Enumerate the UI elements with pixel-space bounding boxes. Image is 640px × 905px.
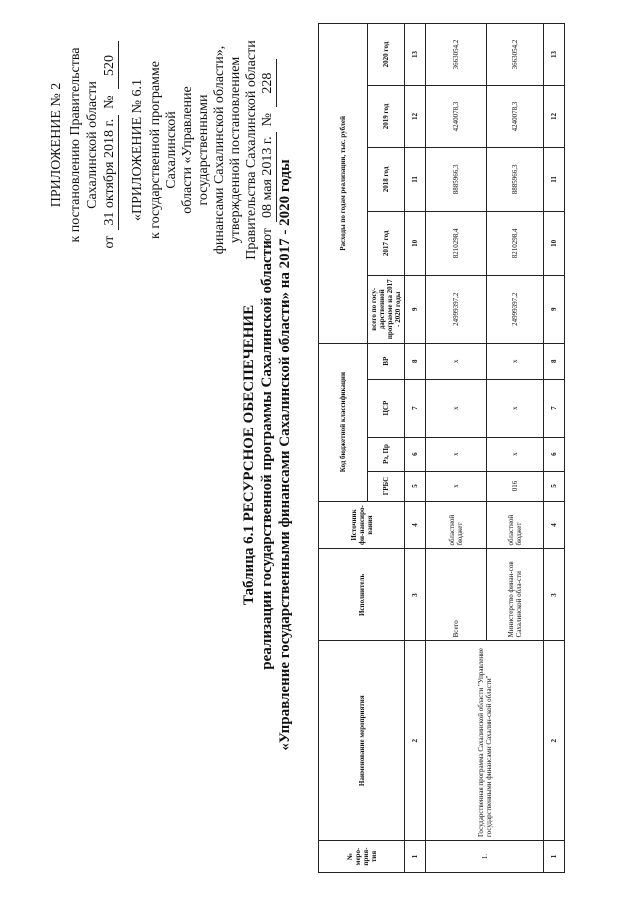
- col-number: 12: [405, 86, 426, 148]
- appendix-line1: к постановлению Правительства: [68, 47, 83, 243]
- col-number: 2: [405, 641, 426, 841]
- prev-appendix-title: «ПРИЛОЖЕНИЕ № 6.1: [130, 79, 145, 221]
- prev-appendix-line: Правительства Сахалинской области: [244, 40, 259, 260]
- col-number: 9: [544, 275, 565, 343]
- appendix-date-prefix: от: [102, 235, 117, 249]
- row-vr: х: [487, 343, 544, 379]
- row-2019: 4240078,3: [426, 86, 487, 148]
- row-2018: 8885966,3: [487, 147, 544, 211]
- table-title-line2: реализации государственной программы Сахалинской области: [259, 240, 275, 670]
- header-2018: 2018 год: [368, 147, 405, 211]
- header-rz-pr: Рз, Пр: [368, 437, 405, 471]
- row-csr: х: [426, 379, 487, 437]
- appendix-number: 520: [101, 42, 119, 90]
- column-number-row: [544, 24, 565, 873]
- row-2017: 8210298,4: [487, 211, 544, 275]
- col-number: 8: [544, 343, 565, 379]
- row-csr: х: [487, 379, 544, 437]
- col-number: 1: [405, 841, 426, 873]
- col-number: 4: [405, 501, 426, 549]
- col-number: 10: [405, 211, 426, 275]
- appendix-num-prefix: №: [102, 95, 117, 109]
- row-2017: 8210298,4: [426, 211, 487, 275]
- col-number: 2: [544, 641, 565, 841]
- col-number: 13: [405, 24, 426, 86]
- row-2020: 3663054,2: [487, 24, 544, 86]
- prev-appendix-date-prefix: от: [260, 228, 275, 241]
- header-row: [319, 24, 368, 873]
- header-2017: 2017 год: [368, 211, 405, 275]
- col-number: 10: [544, 211, 565, 275]
- header-total: всего по госу-дарственной программе на 2017 - 2020 годы: [368, 275, 405, 343]
- row-grbs: 016: [487, 471, 544, 501]
- col-number: 7: [544, 379, 565, 437]
- col-number: 3: [405, 549, 426, 641]
- row-grbs: х: [426, 471, 487, 501]
- row-2018: 8885966,3: [426, 147, 487, 211]
- col-number: 9: [405, 275, 426, 343]
- header-name: Наименование мероприятия: [319, 641, 405, 841]
- table-title-line1: Таблица 6.1 РЕСУРСНОЕ ОБЕСПЕЧЕНИЕ: [241, 304, 257, 606]
- appendix-date-line: [101, 40, 119, 250]
- header-budget-code: Код бюджетной классификации: [319, 343, 368, 501]
- prev-appendix-line: утвержденной постановлением: [228, 56, 243, 244]
- col-number: 3: [544, 549, 565, 641]
- col-number: 11: [544, 147, 565, 211]
- col-number: 1: [544, 841, 565, 873]
- table-title: [240, 135, 294, 775]
- header-source: Источник фи-нансиро-вания: [319, 501, 405, 549]
- header-2020: 2020 год: [368, 24, 405, 86]
- resource-table: [318, 23, 565, 873]
- row-2020: 3663054,2: [426, 24, 487, 86]
- col-number: 12: [544, 86, 565, 148]
- prev-appendix-number: 228: [260, 59, 277, 107]
- prev-appendix-line: области «Управление государственными: [180, 86, 211, 214]
- row-total: 24999397,2: [487, 275, 544, 343]
- appendix-line2: Сахалинской области: [85, 81, 100, 209]
- row-vr: х: [426, 343, 487, 379]
- table-title-line3: «Управление государственными финансами Сахалинской области» на 2017 - 2020 годы: [277, 159, 293, 751]
- prev-appendix-line: к государственной программе Сахалинской: [148, 61, 179, 239]
- prev-appendix-date: 08 мая 2013 г.: [260, 132, 277, 222]
- header-2019: 2019 год: [368, 86, 405, 148]
- header-num: № меро-прия-тия: [319, 841, 405, 873]
- row-2019: 4240078,3: [487, 86, 544, 148]
- col-number: 7: [405, 379, 426, 437]
- col-number: 13: [544, 24, 565, 86]
- col-number: 5: [405, 471, 426, 501]
- header-expenses: Расходы по годам реализации, тыс. рублей: [319, 24, 368, 344]
- col-number: 4: [544, 501, 565, 549]
- col-number: 5: [544, 471, 565, 501]
- row-source: областной бюджет: [487, 501, 544, 549]
- header-grbs: ГРБС: [368, 471, 405, 501]
- appendix-title: ПРИЛОЖЕНИЕ № 2: [49, 82, 64, 208]
- row-name: Государственная программа Сахалинской области "Управление государственными финансами Сахалин-ской области": [426, 641, 544, 841]
- appendix-date: 31 октября 2018 г.: [101, 115, 119, 230]
- prev-appendix-line: финансами Сахалинской области»,: [212, 45, 227, 255]
- header-vr: ВР: [368, 343, 405, 379]
- header-csr: ЦСР: [368, 379, 405, 437]
- row-total: 24999397,2: [426, 275, 487, 343]
- row-num: 1.: [426, 841, 544, 873]
- prev-appendix-num-prefix: №: [260, 113, 275, 127]
- col-number: 6: [544, 437, 565, 471]
- row-executor: Всего: [426, 549, 487, 641]
- header-executor: Исполнитель: [319, 549, 405, 641]
- row-rz-pr: х: [426, 437, 487, 471]
- row-executor: Министерство финан-сов Сахалинской обла-сти: [487, 549, 544, 641]
- appendix-header: [48, 40, 119, 250]
- row-rz-pr: х: [487, 437, 544, 471]
- table-row: [426, 24, 487, 873]
- col-number: 11: [405, 147, 426, 211]
- row-source: областной бюджет: [426, 501, 487, 549]
- column-number-row: [405, 24, 426, 873]
- col-number: 8: [405, 343, 426, 379]
- col-number: 6: [405, 437, 426, 471]
